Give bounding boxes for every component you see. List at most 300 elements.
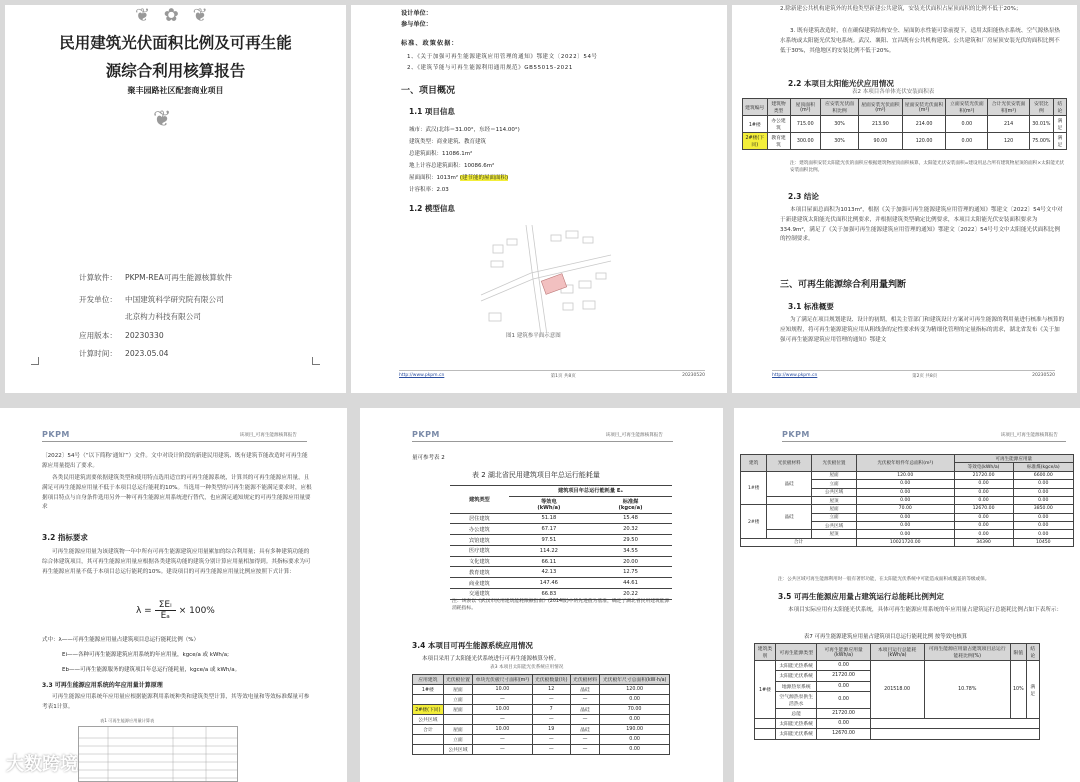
ornament-top-icon: ❦ ✿ ❦ xyxy=(135,5,212,26)
info-label: 计算软件： xyxy=(79,273,117,282)
table-cell: 715.00 xyxy=(790,116,821,133)
table-cell: 0.00 xyxy=(600,735,670,745)
pkpm-logo: PKPM xyxy=(412,430,440,439)
table-cell: 147.46 xyxy=(509,578,589,589)
crop-mark xyxy=(31,357,39,365)
footer-link[interactable]: http://www.pkpm.cn xyxy=(399,373,445,378)
table-row xyxy=(741,505,1074,513)
section-3-5-title: 3.5 可再生能源应用量占建筑运行总能耗比例判定 xyxy=(778,592,944,601)
table-cell: 0.00 xyxy=(817,719,870,729)
table-cell: 0.00 xyxy=(954,522,1013,530)
table-cell: 0.00 xyxy=(1013,488,1073,496)
table-cell: 70.00 xyxy=(600,705,670,715)
above-area: 地上计容总建筑面积：10086.6m² xyxy=(409,163,495,169)
info-row xyxy=(79,272,232,283)
section-1-title: 一、项目概况 xyxy=(401,86,456,96)
table-cell: 屋面 xyxy=(812,505,857,513)
table-header-cell: 屋面安装光伏面积(m²) xyxy=(859,99,903,116)
table-cell xyxy=(413,745,444,755)
table-cell: 1#楼 xyxy=(755,661,776,719)
table-cell: 满足 xyxy=(1026,661,1039,719)
table-header-cell: 可再生能源类型 xyxy=(775,644,817,661)
table-cell: 19 xyxy=(532,725,570,735)
info-label: 应用版本： xyxy=(79,331,117,340)
table-cell: 屋顶 xyxy=(812,496,857,504)
table-cell: 201518.00 xyxy=(870,661,924,719)
table-header-cell: 建筑编号 xyxy=(743,99,768,116)
table-cell: — xyxy=(570,715,599,725)
table-header-cell: 立面安装光伏面积(m²) xyxy=(946,99,988,116)
table-header-cell: 合计光伏安装面积(m²) xyxy=(988,99,1030,116)
conclusion-text: 本项目屋面总面积为1013m²，根据《关于加强可再生能源建筑应用管理的通知》鄂建文〔2022〕54号文中对于新建建筑太阳能光伏面积比例要求，并根据建筑类型确定比例要求，本项目太阳能光伏安装面积要求为334.9m²，满足了《关于加强可再生能源建筑应用管理的通知》鄂建文〔2022〕54号号文中太阳能光伏面积比例的控制要求。 xyxy=(780,207,1063,243)
table-header-cell: 建筑项目年总运行能耗量 Eₐ xyxy=(509,486,672,497)
table-cell: 满足 xyxy=(1053,133,1066,150)
table-cell: 商业建筑 xyxy=(450,578,509,589)
table2-caption: 表 2 湖北省民用建筑项目年总运行能耗量 xyxy=(472,471,600,479)
table-cell: 90.00 xyxy=(859,133,903,150)
table-cell: — xyxy=(570,695,599,705)
standard-text: 为了满足在项目规划建设、设计的初期，相关主管部门和建筑设计方案对可再生能源的利用量进行核准与核算的应知规程，将可再生能源建筑应用从粗线条的定性要求转变为精细化管理的定量指标的需求，湖北省发布《关于加强可再生能源建筑应用管理的通知》鄂建文 xyxy=(780,317,1065,343)
ref-text: 量可参考表 2 xyxy=(412,455,445,461)
table-row xyxy=(755,729,1040,739)
table-cell xyxy=(755,729,776,739)
info-row xyxy=(79,330,164,341)
table-cell: 0.00 xyxy=(856,513,954,521)
pkpm-logo: PKPM xyxy=(782,430,810,439)
table-header-cell: 光伏板位置 xyxy=(443,675,472,685)
basis-title: 标准、政策依据： xyxy=(401,40,459,47)
table-cell: 0.00 xyxy=(954,488,1013,496)
table-header-cell: 屋面安装光伏面积(m²) xyxy=(902,99,946,116)
join-unit: 参与单位： xyxy=(401,21,432,28)
header-rule xyxy=(782,441,1066,442)
table-header-cell: 安装比例 xyxy=(1029,99,1053,116)
table-cell: — xyxy=(473,745,532,755)
table-cell: 34390 xyxy=(954,538,1013,546)
table-row xyxy=(413,685,670,695)
table-cell: 屋面 xyxy=(443,705,472,715)
table-cell: 75.00% xyxy=(1029,133,1053,150)
table-cell: 1#楼 xyxy=(743,116,768,133)
mini-table xyxy=(78,726,238,782)
table-cell: 0.00 xyxy=(946,116,988,133)
table-cell: 29.50 xyxy=(589,535,672,546)
ornament-mid-icon: ❦ xyxy=(153,107,176,132)
table-cell: 公共区域 xyxy=(443,745,472,755)
header-rule xyxy=(42,441,307,442)
table-header-cell: 建筑类型 xyxy=(450,486,509,514)
item-3: 3. 既有建筑改造时，在在确保建筑结构安全、屋面防水性能可靠前提下，适用太阳能热水系统、空气源热泵热水系统或太阳能光伏发电系统。武汉、襄阳、宜昌既有公共机构建筑、公共建筑和厂房屋顶安装光伏的面积比例不低于30%，其他地区的安装比例不低于20%。 xyxy=(780,28,1061,54)
table-cell: 太阳能光伏系统 xyxy=(775,671,817,681)
footer-link[interactable]: http://www.pkpm.cn xyxy=(772,373,818,378)
table-cell: 屋顶 xyxy=(812,530,857,538)
table-cell: 0.00 xyxy=(1013,522,1073,530)
table-header-cell: 标准煤(kgce/a) xyxy=(1013,463,1073,471)
table-cell: 120.00 xyxy=(856,471,954,479)
section-3-4-title: 3.4 本项目可再生能源系统应用情况 xyxy=(412,641,533,650)
section-3-4-text: 本项目采用了太阳能光伏系统进行可再生能源核算分析。 xyxy=(422,656,560,662)
table2-note: 注：建筑面积安装太阳能光伏的面积应根据建筑物屋顶面积核算，太阳能光伏安装面积=建设用总合所有建筑物屋顶的面积×太阳能光伏安装面积比例。 xyxy=(790,161,1065,173)
table-cell: 0.00 xyxy=(1013,480,1073,488)
info-row xyxy=(79,294,224,305)
table-cell xyxy=(413,695,444,705)
cover-title: 民用建筑光伏面积比例及可再生能 源综合利用核算报告 xyxy=(59,34,292,80)
table-cell: 交通建筑 xyxy=(450,589,509,600)
section-3-2-title: 3.2 指标要求 xyxy=(42,533,88,542)
table3-caption: 表3 本项目太阳能光伏系统应用情况 xyxy=(490,665,564,670)
table-row xyxy=(743,116,1067,133)
table-header-cell: 等效电(kWh/a) xyxy=(954,463,1013,471)
principle-text: 可再生能源应用系统年应用量应根据能源利用系统种类和建筑类型计算，其等效电量和等效标准煤量可参考表1计算。 xyxy=(42,694,310,710)
section-2-3-title: 2.3 结论 xyxy=(788,192,819,201)
table-cell: 太阳能光伏系统 xyxy=(775,729,817,739)
section-2-2-title: 2.2 本项目太阳能光伏应用情况 xyxy=(788,79,894,88)
table-cell: 0.00 xyxy=(1013,530,1073,538)
table-cell xyxy=(755,719,776,729)
table-cell: 公共区域 xyxy=(812,488,857,496)
table-header-cell: 建筑 xyxy=(741,455,767,472)
table-cell: 2#楼(下同) xyxy=(743,133,768,150)
table-cell: 居住建筑 xyxy=(450,513,509,524)
table-header-cell: 应用建筑 xyxy=(413,675,444,685)
table-cell xyxy=(443,715,472,725)
table-header-cell: 应安装光伏面积比例 xyxy=(821,99,859,116)
table-cell: 30% xyxy=(821,116,859,133)
table-cell: 12670.00 xyxy=(817,729,870,739)
table-cell: 晶硅 xyxy=(767,471,812,496)
table-cell: 教育建筑 xyxy=(767,133,790,150)
table-cell: 66.11 xyxy=(509,556,589,567)
table-cell: 300.00 xyxy=(790,133,821,150)
table-cell: 晶硅 xyxy=(570,705,599,715)
table-cell: 宾馆建筑 xyxy=(450,535,509,546)
running-header: 该项目_可再生能源核算报告 xyxy=(605,433,663,438)
table-header-row xyxy=(450,486,672,497)
pkpm-logo: PKPM xyxy=(42,430,70,439)
total-area: 总建筑面积：11086.1m² xyxy=(409,151,473,157)
table-row xyxy=(413,705,670,715)
table-cell: — xyxy=(570,735,599,745)
table-cell: 晶硅 xyxy=(570,685,599,695)
table-cell xyxy=(870,729,1039,739)
table-cell: 120 xyxy=(988,133,1030,150)
table-cell: 0.00 xyxy=(954,513,1013,521)
table-row xyxy=(741,530,1074,538)
table-cell: 0.00 xyxy=(817,691,870,708)
table-cell: 0.00 xyxy=(600,715,670,725)
table-cell: 51.18 xyxy=(509,513,589,524)
table-cell: 文化建筑 xyxy=(450,556,509,567)
table-header-cell: 结论 xyxy=(1026,644,1039,661)
pv-system-table xyxy=(412,674,670,755)
table-row xyxy=(450,567,672,578)
table-cell: 晶硅 xyxy=(767,505,812,530)
table-row xyxy=(413,725,670,735)
building-type: 建筑类型：商业建筑、教育建筑 xyxy=(409,139,487,145)
table-cell: 12670.00 xyxy=(954,505,1013,513)
crop-mark xyxy=(312,357,320,365)
table-cell: 44.61 xyxy=(589,578,672,589)
table-header-cell: 建筑物类型 xyxy=(767,99,790,116)
table-header-cell: 光伏板材料 xyxy=(570,675,599,685)
footer-date: 20230520 xyxy=(1032,373,1055,378)
table-cell: 213.90 xyxy=(859,116,903,133)
intro-p2: 各类民用建筑需要依据建筑类型和使用特点选用适宜的可再生能源系统，计算其的可再生能源应用量，且满足可再生能源应用量不低于本项目总运行能耗的10%。当选用一种类型的可再生能源不能满足要求时，应根据项目特点与自身条件选用另外一种可再生能源应用系统进行替代，也应满足通知规定的可再生能源应用量要求 xyxy=(42,475,312,511)
table-cell: 3850.00 xyxy=(1013,505,1073,513)
table-cell xyxy=(767,496,812,504)
table-header-row xyxy=(741,455,1074,463)
table-cell: 66.83 xyxy=(509,589,589,600)
table-cell: 立面 xyxy=(812,513,857,521)
table-cell xyxy=(870,719,1039,729)
section-3-5-text: 本项目实际应用有太阳能光伏系统，具体可再生能源应用系统的年应用量占建筑运行总能耗比例占如下表所示： xyxy=(788,607,1063,613)
running-header: 该项目_可再生能源核算报告 xyxy=(1000,433,1058,438)
floor-area-ratio: 计容积率：2.03 xyxy=(409,187,449,193)
table2-caption: 表2 本项目各单体光伏安装面积表 xyxy=(852,89,935,95)
table-cell: 立面 xyxy=(443,735,472,745)
table-row xyxy=(450,513,672,524)
table-header-cell: 可再生能源应用量(kWh/a) xyxy=(817,644,870,661)
table-cell: — xyxy=(532,745,570,755)
table-cell: 10% xyxy=(1010,661,1026,719)
section-3-3-title: 3.3 可再生能源应用系统的年应用量计算原理 xyxy=(42,682,163,689)
formula: λ = ΣEᵢ Eₐ × 100% xyxy=(136,600,215,621)
table-cell: 97.51 xyxy=(509,535,589,546)
table-header-cell: 光伏板位置 xyxy=(812,455,857,472)
mini-table-caption: 表1 可再生能源应用量计算表 xyxy=(100,718,155,723)
section-3-1-title: 3.1 标准概要 xyxy=(788,302,834,311)
info-value: 2023.05.04 xyxy=(125,349,169,358)
table-cell: 满足 xyxy=(1053,116,1066,133)
table-cell: 21720.00 xyxy=(817,708,870,718)
table-cell: 0.00 xyxy=(856,530,954,538)
design-unit: 设计单位： xyxy=(401,10,432,17)
table-cell: 合计 xyxy=(413,725,444,735)
item-2: 2.除新建公共机构建筑外的其他类型新建公共建筑，安装光伏面积占屋顶面积的比例不低于20%； xyxy=(780,6,1022,12)
table-header-cell: 光伏板数量(块) xyxy=(532,675,570,685)
table-cell xyxy=(413,735,444,745)
info-value: 20230330 xyxy=(125,331,164,340)
table-cell xyxy=(767,530,812,538)
info-row xyxy=(79,311,201,322)
page-project-overview xyxy=(351,5,727,393)
table-cell: 总能 xyxy=(775,708,817,718)
page-renewable-ratio xyxy=(734,408,1080,782)
table-cell: 20.32 xyxy=(589,524,672,535)
table7-caption: 表7 可再生能源建筑应用量占建筑项目总运行能耗比例 按等效电核算 xyxy=(804,634,968,640)
city-info: 城市：武汉(北纬＝31.00°，东经＝114.00°) xyxy=(409,127,520,133)
pv-area-table xyxy=(742,98,1067,150)
map-caption: 图1 建筑参平面示意图 xyxy=(506,333,561,339)
table-cell: 屋面 xyxy=(443,685,472,695)
table-header-cell: 结论 xyxy=(1053,99,1066,116)
table-row xyxy=(755,719,1040,729)
table-cell: 7 xyxy=(532,705,570,715)
table-cell: 10021720.00 xyxy=(856,538,954,546)
table-row xyxy=(743,133,1067,150)
table-header-cell: 光伏板材料 xyxy=(767,455,812,472)
site-plan-map xyxy=(471,225,621,335)
table-cell: 0.00 xyxy=(600,695,670,705)
table-header-row xyxy=(743,99,1067,116)
page-solar-pv xyxy=(732,5,1077,393)
table-cell: — xyxy=(473,715,532,725)
table-header-row xyxy=(413,675,670,685)
table-cell: 21720.00 xyxy=(817,671,870,681)
table-cell: 晶硅 xyxy=(570,725,599,735)
table-cell: 2#楼(下同) xyxy=(413,705,444,715)
where-2: Ei——各种可再生能源建筑应用系统的年应用量，kgce/a 或 kWh/a; xyxy=(62,652,229,658)
cover-subtitle: 聚丰园路社区配套商业项目 xyxy=(127,86,224,95)
info-value: PKPM-REA可再生能源核算软件 xyxy=(125,273,233,282)
table-header-cell: 可再生能源应用量 xyxy=(954,455,1073,463)
section-3-title: 三、可再生能源综合利用量判断 xyxy=(780,280,907,290)
table-cell: — xyxy=(570,745,599,755)
table-cell: 20.22 xyxy=(589,589,672,600)
table-cell: 0.00 xyxy=(817,661,870,671)
table-header-cell: 光伏板年组件年总面积(m²) xyxy=(856,455,954,472)
table-cell: 立面 xyxy=(443,695,472,705)
table-cell: 30.01% xyxy=(1029,116,1053,133)
basis-2: 2、《建筑节能与可再生能源利用通用规范》GB55015-2021 xyxy=(407,65,573,71)
table-cell: 10.00 xyxy=(473,705,532,715)
watermark-logo: 大数跨境 xyxy=(6,754,78,775)
table-cell: 0.00 xyxy=(856,480,954,488)
info-value: 中国建筑科学研究院有限公司 xyxy=(125,295,224,304)
table-cell: 114.22 xyxy=(509,545,589,556)
page-footer xyxy=(772,370,1055,379)
page-footer xyxy=(399,370,705,379)
table-row xyxy=(755,661,1040,671)
energy-table xyxy=(450,485,672,600)
table-cell: 21720.00 xyxy=(954,471,1013,479)
renewable-usage-table xyxy=(740,454,1074,547)
table-row xyxy=(741,471,1074,479)
info-label: 计算时间： xyxy=(79,349,117,358)
info-value: 北京构力科技有限公司 xyxy=(125,312,201,321)
header-rule xyxy=(412,441,673,442)
page-energy-table xyxy=(360,408,723,782)
roof-note: (建节能的屋面面积) xyxy=(459,175,509,181)
energy-table-note: 注：该表以《武汉市民用建筑能耗限额指南》(2014版)中的先进值为基准，确定了湖北省民用建筑能源消耗指标。 xyxy=(452,599,670,612)
table-cell: 10.00 xyxy=(473,725,532,735)
table-cell: 立面 xyxy=(812,480,857,488)
table-cell: 20.00 xyxy=(589,556,672,567)
table-row xyxy=(413,735,670,745)
table-cell: 办公建筑 xyxy=(767,116,790,133)
table-cell: 公共区域 xyxy=(413,715,444,725)
table-cell: 屋面 xyxy=(443,725,472,735)
table-cell: 0.00 xyxy=(856,496,954,504)
table-cell: 0.00 xyxy=(1013,513,1073,521)
table-cell: 0.00 xyxy=(856,522,954,530)
table-cell: 42.13 xyxy=(509,567,589,578)
table-cell: 1#楼 xyxy=(413,685,444,695)
table-header-cell: 单块光伏板尺寸面积(m²) xyxy=(473,675,532,685)
table-cell: 0.00 xyxy=(954,496,1013,504)
table-cell: 教育建筑 xyxy=(450,567,509,578)
table-cell: — xyxy=(473,695,532,705)
table-cell: 70.00 xyxy=(856,505,954,513)
where-3: Eb——可再生能源服务的建筑项目年总运行能耗量，kgce/a 或 kWh/a。 xyxy=(62,667,241,673)
footer-page: 第1页 共8页 xyxy=(550,374,576,379)
table-header-cell: 光伏板年尺寸总面积(kW·h/a) xyxy=(600,675,670,685)
footer-date: 20230520 xyxy=(682,373,705,378)
table-cell: 0.00 xyxy=(1013,496,1073,504)
table-row xyxy=(450,535,672,546)
table-cell: 办公建筑 xyxy=(450,524,509,535)
table-total-row xyxy=(741,538,1074,546)
table-cell: 0.00 xyxy=(954,530,1013,538)
table-header-cell: 屋顶面积(m²) xyxy=(790,99,821,116)
table-cell: 1#楼 xyxy=(741,471,767,505)
table-row xyxy=(450,556,672,567)
table-cell: 15.48 xyxy=(589,513,672,524)
table-cell: 0.00 xyxy=(856,488,954,496)
table-row xyxy=(450,545,672,556)
where-1: 式中：λ——可再生能源应用量占建筑项目总运行能耗比例（%） xyxy=(42,637,199,643)
table-cell: 0.00 xyxy=(946,133,988,150)
table-cell: — xyxy=(532,695,570,705)
table-cell: 空气源热泵供生活热水 xyxy=(775,691,817,708)
table-row xyxy=(413,745,670,755)
table-cell: 医疗建筑 xyxy=(450,545,509,556)
table-cell: 214 xyxy=(988,116,1030,133)
info-row xyxy=(79,348,168,359)
table-cell: 190.00 xyxy=(600,725,670,735)
table-cell: 0.00 xyxy=(600,745,670,755)
table-cell: 34.55 xyxy=(589,545,672,556)
cover-page xyxy=(5,5,346,393)
table-cell: 120.00 xyxy=(600,685,670,695)
table-cell: — xyxy=(473,735,532,745)
table-cell: 太阳能光热系统 xyxy=(775,661,817,671)
table-row xyxy=(413,695,670,705)
table-header-cell: 限值 xyxy=(1010,644,1026,661)
section-1-1-title: 1.1 项目信息 xyxy=(409,107,455,116)
table-cell: 10.00 xyxy=(473,685,532,695)
table-cell: 12 xyxy=(532,685,570,695)
table-cell: 10.78% xyxy=(924,661,1010,719)
table-cell: 12.75 xyxy=(589,567,672,578)
ratio-table xyxy=(754,643,1040,740)
section-1-2-title: 1.2 模型信息 xyxy=(409,204,455,213)
table-cell: 合计 xyxy=(741,538,857,546)
table-cell: 67.17 xyxy=(509,524,589,535)
table-cell: 214.00 xyxy=(902,116,946,133)
page-indicator xyxy=(0,408,347,782)
running-header: 该项目_可再生能源核算报告 xyxy=(239,433,297,438)
table-header-cell: 等效电 (kWh/a) xyxy=(509,496,589,513)
table-cell: — xyxy=(532,715,570,725)
table-row xyxy=(741,496,1074,504)
table-cell: 6600.00 xyxy=(1013,471,1073,479)
table-cell: 公共区域 xyxy=(812,522,857,530)
info-label: 开发单位： xyxy=(79,295,117,304)
table-header-cell: 建筑类别 xyxy=(755,644,776,661)
table-row xyxy=(450,524,672,535)
table-cell: 30% xyxy=(821,133,859,150)
table-cell: 0.00 xyxy=(954,480,1013,488)
table-cell: 地源热泵系统 xyxy=(775,681,817,691)
footer-page: 第2页 共8页 xyxy=(912,374,938,379)
table-cell: 太阳能光热系统 xyxy=(775,719,817,729)
usage-note: 注：公共区域可再生能源利用时一般有著形功能，在太阳能光伏系统中可能造成面积或覆盖的等级或保。 xyxy=(778,577,990,582)
table-header-cell: 标准煤 (kgce/a) xyxy=(589,496,672,513)
basis-1: 1、《关于加强可再生能源建筑应用管理的通知》鄂建文〔2022〕54号 xyxy=(407,54,598,60)
indicator-text: 可再生能源应用量为该建筑物一年中所有可再生能源建筑应用量累加的综合利用量；具有多种建筑功能的综合体建筑项目，其可再生能源应用量应根据各类建筑功能的建筑分别计算应用量相加得到。其指标要求为可再生能源应用量不低于本项目总运行能耗的10%。建设项目的可再生能源应用量比例应按照下式计算： xyxy=(42,549,311,575)
table-header-cell: 本项目运行总能耗(kWh/a) xyxy=(870,644,924,661)
